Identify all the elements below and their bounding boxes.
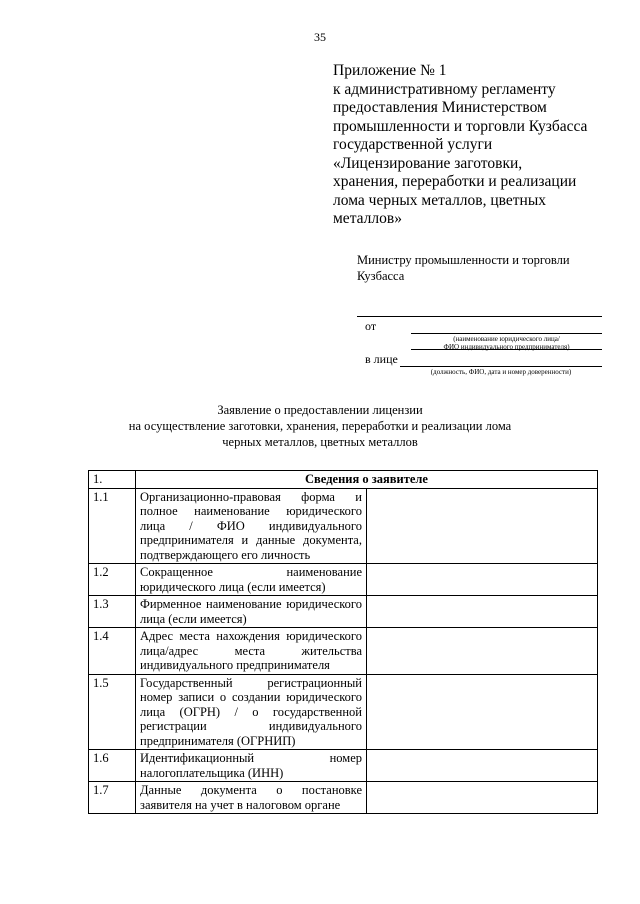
from-label: от bbox=[365, 319, 377, 333]
from-input-line[interactable] bbox=[411, 333, 602, 334]
table-row bbox=[89, 782, 598, 814]
table-row bbox=[89, 564, 598, 596]
appendix-line: хранения, переработки и реализации bbox=[333, 173, 577, 190]
row-label: Данные документа о постановке заявителя на учет в налоговом органе bbox=[136, 782, 367, 814]
person-label: в лице bbox=[365, 352, 398, 366]
appendix-line: Приложение № 1 bbox=[333, 62, 447, 79]
row-number: 1.7 bbox=[89, 782, 136, 814]
table-header-row bbox=[89, 471, 598, 489]
row-number: 1.5 bbox=[89, 674, 136, 750]
addressee-line: Министру промышленности и торговли bbox=[357, 253, 570, 267]
appendix-line: «Лицензирование заготовки, bbox=[333, 154, 523, 172]
row-value-cell[interactable] bbox=[367, 628, 598, 675]
table-row bbox=[89, 674, 598, 750]
table-row bbox=[89, 596, 598, 628]
appendix-line: предоставления Министерством bbox=[333, 99, 547, 116]
statement-title bbox=[0, 402, 640, 450]
statement-line: на осуществление заготовки, хранения, переработки и реализации лома bbox=[128, 419, 512, 433]
row-value-cell[interactable] bbox=[367, 488, 598, 564]
person-hint: (должность, ФИО, дата и номер доверенности) bbox=[430, 368, 572, 376]
appendix-header bbox=[333, 62, 623, 229]
row-label: Идентификационный номер налогоплательщика (ИНН) bbox=[136, 750, 367, 782]
row-number: 1.3 bbox=[89, 596, 136, 628]
person-input-line[interactable] bbox=[400, 366, 602, 367]
from-hint-line1: (наименование юридического лица/ bbox=[453, 335, 560, 343]
applicant-info-table bbox=[88, 470, 598, 814]
statement-line: Заявление о предоставлении лицензии bbox=[217, 403, 423, 417]
row-label: Фирменное наименование юридического лица (если имеется) bbox=[136, 596, 367, 628]
row-number: 1.1 bbox=[89, 488, 136, 564]
addressee-line: Кузбасса bbox=[357, 268, 405, 283]
row-label: Адрес места нахождения юридического лица/адрес места жительства индивидуального предпринимателя bbox=[136, 628, 367, 675]
addressee-block bbox=[357, 253, 617, 284]
appendix-line: лома черных металлов, цветных bbox=[333, 191, 546, 209]
row-number: 1.6 bbox=[89, 750, 136, 782]
row-number: 1.2 bbox=[89, 564, 136, 596]
row-label: Государственный регистрационный номер записи о создании юридического лица (ОГРН) / о государственной регистрации индивидуального предпринимателя (ОГРНИП) bbox=[136, 674, 367, 750]
statement-line: черных металлов, цветных металлов bbox=[222, 435, 418, 449]
from-hint-line2: ФИО индивидуального предпринимателя) bbox=[443, 343, 570, 351]
row-value-cell[interactable] bbox=[367, 782, 598, 814]
table-row bbox=[89, 628, 598, 675]
row-value-cell[interactable] bbox=[367, 750, 598, 782]
table-row bbox=[89, 750, 598, 782]
section-title: Сведения о заявителе bbox=[136, 471, 598, 489]
table-row bbox=[89, 488, 598, 564]
row-value-cell[interactable] bbox=[367, 674, 598, 750]
row-label: Сокращенное наименование юридического лица (если имеется) bbox=[136, 564, 367, 596]
appendix-line: к административному регламенту bbox=[333, 80, 556, 98]
row-number: 1.4 bbox=[89, 628, 136, 675]
row-label: Организационно-правовая форма и полное наименование юридического лица / ФИО индивидуального предпринимателя и данные документа, подтверждающего его личность bbox=[136, 488, 367, 564]
appendix-line: металлов» bbox=[333, 210, 402, 227]
page-number: 35 bbox=[314, 30, 326, 44]
addressee-blank-line[interactable] bbox=[357, 316, 602, 317]
appendix-line: промышленности и торговли Кузбасса bbox=[333, 117, 588, 135]
row-value-cell[interactable] bbox=[367, 596, 598, 628]
row-value-cell[interactable] bbox=[367, 564, 598, 596]
section-number: 1. bbox=[89, 471, 136, 489]
appendix-line: государственной услуги bbox=[333, 136, 493, 153]
